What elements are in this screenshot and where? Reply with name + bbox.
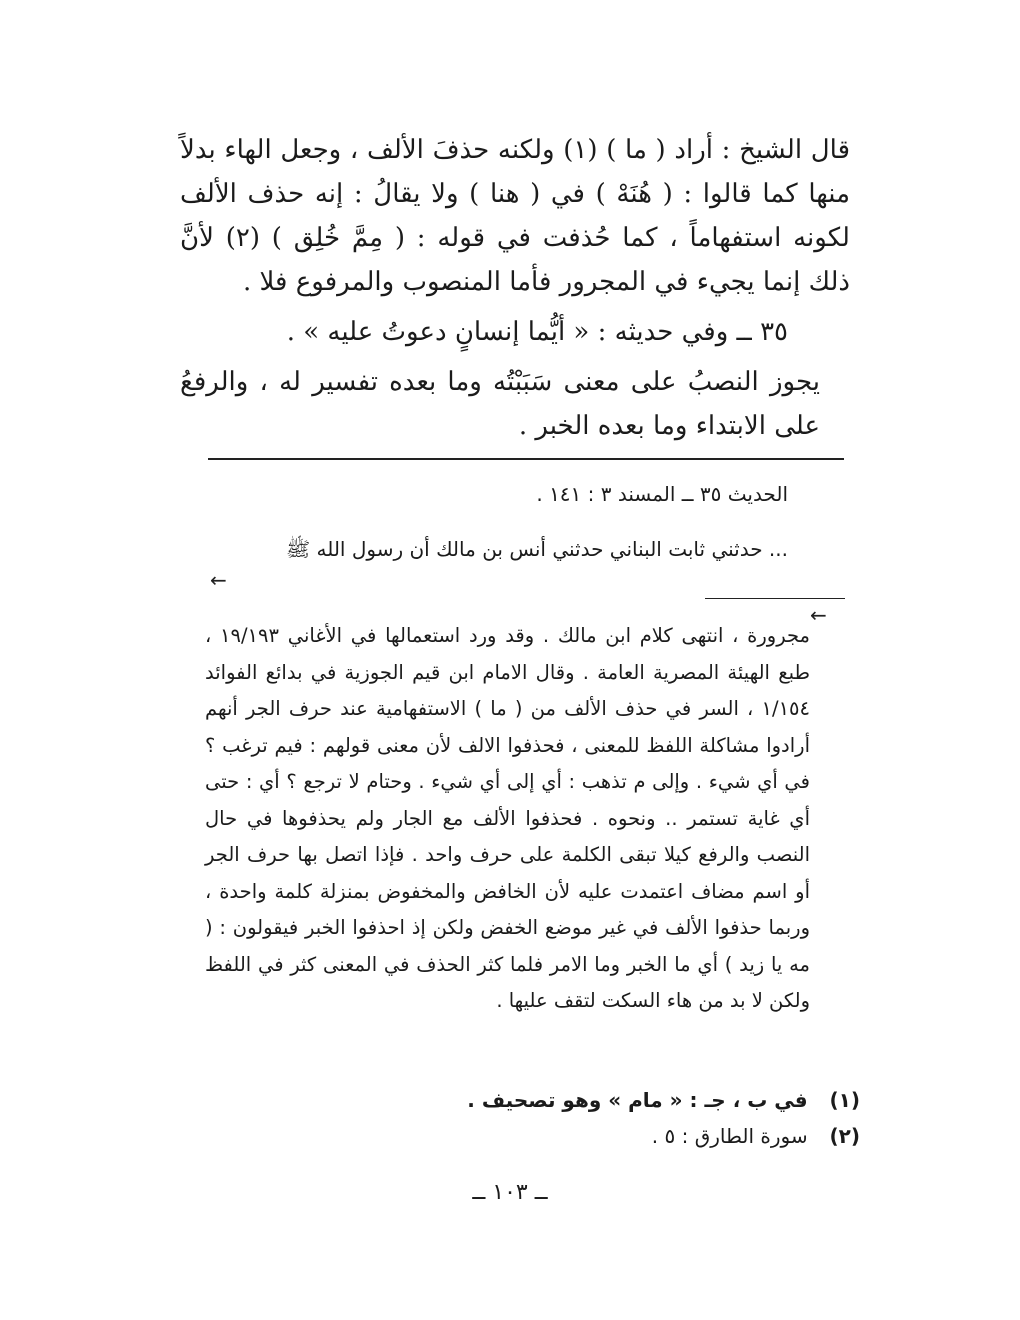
hadith-heading: ٣٥ ــ وفي حديثه : « أيُّما إنسانٍ دعوتُ عليه » . (286, 317, 788, 347)
hadith-isnad: ... حدثني ثابت البناني حدثني أنس بن مالك أن رسول الله ﷺ (285, 537, 788, 561)
footnote-number: (٢) (829, 1124, 860, 1148)
continuation-arrow-icon: ← (210, 568, 227, 592)
footnote-number: (١) (829, 1088, 860, 1112)
page-number: ــ ١٠٣ ــ (472, 1180, 548, 1205)
footnote-divider (208, 458, 844, 460)
footnote-text: في ب ، جـ : « مام » وهو تصحيف . (467, 1088, 808, 1112)
footnote-text: سورة الطارق : ٥ . (651, 1124, 808, 1148)
hadith-reference: الحديث ٣٥ ــ المسند ٣ : ١٤١ . (536, 482, 788, 506)
continuation-divider (705, 598, 845, 599)
main-paragraph-2: يجوز النصبُ على معنى سَبَبْتُه وما بعده تفسير له ، والرفعُ على الابتداء وما بعده الخبر . (180, 367, 820, 441)
continuation-arrow-icon-2: ← (810, 603, 827, 627)
footnote-item (500, 1118, 860, 1154)
main-text (180, 128, 850, 448)
footnotes-list (467, 1082, 860, 1154)
footnote-item (467, 1082, 860, 1118)
footnote-commentary: مجرورة ، انتهى كلام ابن مالك . وقد ورد استعمالها في الأغاني ١٩/١٩٣ ، طبع الهيئة المصرية العامة . وقال الامام ابن قيم الجوزية في بدائع الفوائد ١/١٥٤ ، السر في حذف الألف من ( ما ) الاستفهامية عند حرف الجر أنهم أرادوا مشاكلة اللفظ للمعنى ، فحذفوا الالف لأن معنى قولهم : فيم ترغب ؟ في أي شيء . وإلى م تذهب : أي إلى أي شيء . وحتام لا ترجع ؟ أي : حتى أي غاية تستمر .. ونحوه . فحذفوا الألف مع الجار ولم يحذفوها في حال النصب والرفع كيلا تبقى الكلمة على حرف واحد . فإذا اتصل بها حرف الجر أو اسم مضاف اعتمدت عليه لأن الخافض والمخفوض بمنزلة كلمة واحدة ، وربما حذفوا الألف في غير موضع الخفض ولكن إذ احذفوا الخبر فيقولون : ( مه يا زيد ) أي ما الخبر وما الامر فلما كثر الحذف في المعنى كثر في اللفظ ولكن لا بد من هاء السكت لتقف عليها . (205, 624, 811, 1012)
main-paragraph-1: قال الشيخ : أراد ( ما ) (١) ولكنه حذفَ الألف ، وجعل الهاء بدلاً منها كما قالوا : ( هُنَهْ ) في ( هنا ) ولا يقالُ : إنه حذف الألف لكونه استفهاماً ، كما حُذفت في قوله : ( مِمَّ خُلِق ) (٢) لأنَّ ذلك إنما يجيء في المجرور فأما المنصوب والمرفوع فلا . (180, 135, 851, 297)
